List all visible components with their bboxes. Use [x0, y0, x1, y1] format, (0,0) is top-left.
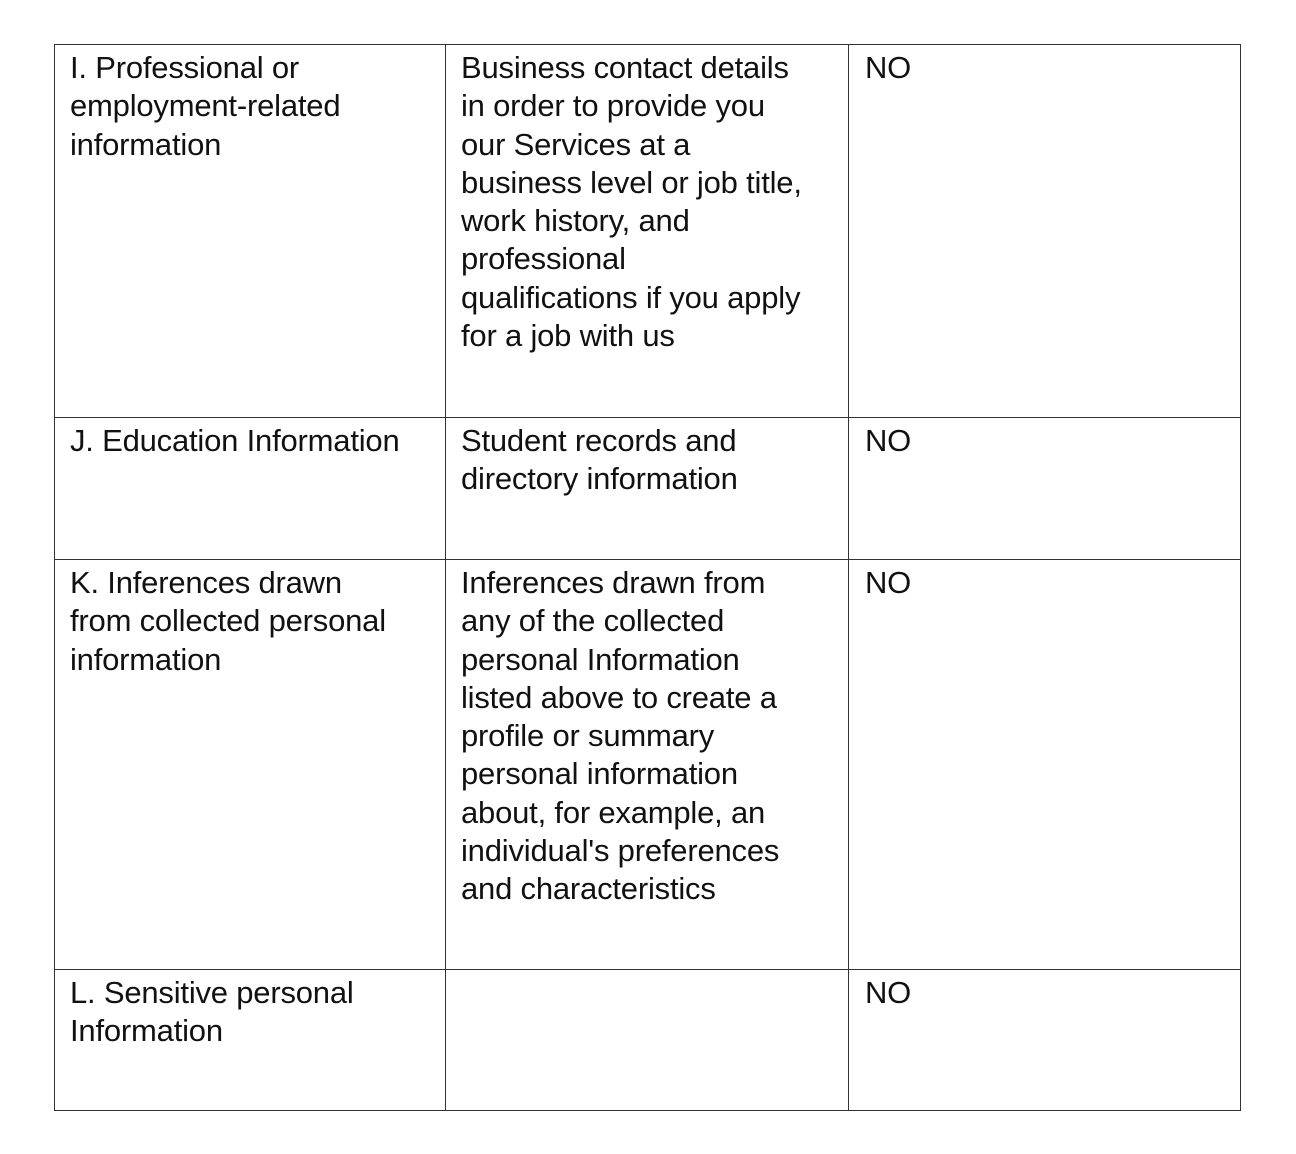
personal-information-table — [54, 44, 1241, 1111]
category-cell — [55, 418, 446, 560]
category-text: K. Inferences drawn from collected personal information — [70, 565, 386, 677]
examples-text: Business contact details in order to provide you our Services at a business level or job title, work history, and professional qualifications if you apply for a job with us — [461, 50, 802, 354]
category-text: L. Sensitive personal Information — [70, 975, 354, 1049]
table-row — [55, 45, 1241, 418]
category-cell — [55, 560, 446, 970]
collected-text: NO — [865, 423, 912, 458]
collected-text: NO — [865, 975, 912, 1010]
collected-cell — [849, 45, 1241, 418]
category-text: I. Professional or employment-related information — [70, 50, 341, 162]
table-row — [55, 970, 1241, 1111]
examples-cell — [446, 418, 849, 560]
examples-cell — [446, 560, 849, 970]
examples-cell — [446, 45, 849, 418]
collected-text: NO — [865, 50, 912, 85]
collected-cell — [849, 970, 1241, 1111]
examples-cell — [446, 970, 849, 1111]
table-row — [55, 418, 1241, 560]
collected-text: NO — [865, 565, 912, 600]
collected-cell — [849, 418, 1241, 560]
table-row — [55, 560, 1241, 970]
category-cell — [55, 45, 446, 418]
category-cell — [55, 970, 446, 1111]
examples-text: Student records and directory information — [461, 423, 738, 497]
collected-cell — [849, 560, 1241, 970]
category-text: J. Education Information — [70, 423, 400, 458]
examples-text: Inferences drawn from any of the collected personal Information listed above to create a profile or summary personal information about, for example, an individual's preferences and characteristics — [461, 565, 780, 907]
